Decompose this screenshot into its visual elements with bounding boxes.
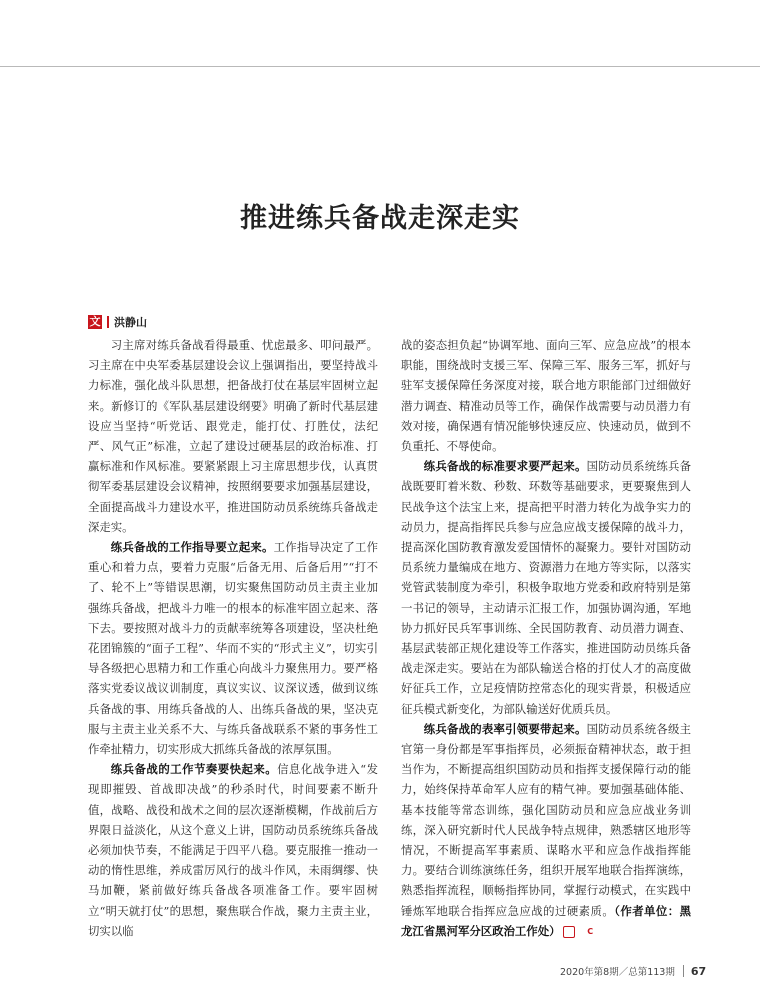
- section-lead: 练兵备战的工作指导要立起来。: [110, 540, 274, 555]
- left-column: [88, 335, 378, 941]
- paragraph-leadership: [401, 719, 691, 941]
- section-lead: 练兵备战的标准要求要严起来。: [423, 459, 587, 474]
- author-affiliation: （作者单位：黑龙江省黑河军分区政治工作处）: [401, 903, 691, 938]
- section-lead: 练兵备战的表率引领要带起来。: [423, 721, 587, 736]
- paragraph-work-guidance: [88, 537, 378, 759]
- section-lead: 练兵备战的工作节奏要快起来。: [110, 762, 278, 777]
- end-mark-icon: C: [563, 926, 575, 938]
- page-footer: [560, 964, 706, 978]
- byline-divider: [107, 316, 109, 328]
- footer-divider: [683, 965, 684, 977]
- byline: [88, 314, 147, 330]
- paragraph-intro: 习主席对练兵备战看得最重、忧虑最多、叩问最严。习主席在中央军委基层建设会议上强调指出，要坚持战斗力标准，强化战斗队思想，把备战打仗在基层牢固树立起来。新修订的《军队基层建设纲要》明确了新时代基层建设应当坚持“听党话、跟党走，能打仗、打胜仗，法纪严、风气正”标准，立起了建设过硬基层的政治标准、打赢标准和作风标准。要紧紧跟上习主席思想步伐，认真贯彻军委基层建设会议精神，按照纲要要求加强基层建设，全面提高战斗力建设水平，推进国防动员系统练兵备战走深走实。: [88, 338, 378, 534]
- issue-info: 2020年第8期／总第113期: [560, 967, 675, 978]
- article-title: 推进练兵备战走深走实: [240, 203, 520, 234]
- page-number: 67: [690, 964, 707, 978]
- paragraph-standards: [401, 456, 691, 719]
- paragraph-text: 工作指导决定了工作重心和着力点，要着力克服“后备无用、后备后用”“打不了、轮不上”等错误思潮，切实聚焦国防动员主责主业加强练兵备战，把战斗力唯一的根本的标准牢固立起来、落下去。要按照对战斗力的贡献率统筹各项建设，坚决杜绝花团锦簇的“面子工程”、华而不实的“形式主义”，切实引导各级把心思精力和工作重心向战斗力聚焦用力。要严格落实党委议战议训制度，真议实议、议深议透，做到议练兵备战的事、用练兵备战的人、出练兵备战的果，坚决克服与主责主业关系不大、与练兵备战联系不紧的事务性工作牵扯精力，切实形成大抓练兵备战的浓厚氛围。: [88, 540, 378, 757]
- paragraph-text: 国防动员系统练兵备战既要盯着米数、秒数、环数等基础要求，更要聚焦到人民战争这个法宝上来，提高把平时潜力转化为战争实力的动员力，提高指挥民兵参与应急应战支援保障的战斗力，提高深化国防教育激发爱国情怀的凝聚力。要针对国防动员系统力量编成在地方、资源潜力在地方等实际，以落实党管武装制度为牵引，积极争取地方党委和政府特别是第一书记的领导，主动请示汇报工作，加强协调沟通，军地协力抓好民兵军事训练、全民国防教育、动员潜力调查、基层武装部正规化建设等工作落实，推进国防动员练兵备战走深走实。要站在为部队输送合格的打仗人才的高度做好征兵工作，立足疫情防控常态化的现实背景，积极适应征兵模式新变化，为部队输送好优质兵员。: [401, 459, 691, 716]
- right-column: [401, 335, 691, 941]
- author-name: 洪静山: [114, 316, 147, 329]
- paragraph-work-pace: [88, 759, 378, 941]
- header-rule: [0, 66, 760, 67]
- paragraph-text: 信息化战争进入“发现即摧毁、首战即决战”的秒杀时代，时间要素不断升值，战略、战役和战术之间的层次逐渐模糊，作战前后方界限日益淡化，从这个意义上讲，国防动员系统练兵备战必须加快节奏，不能满足于四平八稳。要克服推一推动一动的惰性思维，养成雷厉风行的战斗作风，未雨绸缪、快马加鞭，紧前做好练兵备战各项准备工作。要牢固树立“明天就打仗”的思想，聚焦联合作战，聚力主责主业，切实以临: [88, 762, 378, 938]
- byline-label: 文: [89, 315, 101, 328]
- paragraph-continued: 战的姿态担负起“协调军地、面向三军、应急应战”的根本职能，围绕战时支援三军、保障三军、服务三军，抓好与驻军支援保障任务深度对接，联合地方职能部门过细做好潜力调查、精准动员等工作，确保作战需要与动员潜力有效对接，确保遇有情况能够快速反应、快速动员，做到不负重托、不辱使命。: [401, 338, 691, 454]
- paragraph-text: 国防动员系统各级主官第一身份都是军事指挥员，必须振奋精神状态，敢于担当作为，不断提高组织国防动员和指挥支援保障行动的能力，始终保持革命军人应有的精气神。要加强基础体能、基本技能等常态训练，强化国防动员和应急应战业务训练，深入研究新时代人民战争特点规律，熟悉辖区地形等情况，不断提高军事素质、谋略水平和应急作战指挥能力。要结合训练演练任务，组织开展军地联合指挥演练，熟悉指挥流程，顺畅指挥协同，掌握行动模式，在实践中锤炼军地联合指挥应急应战的过硬素质。: [401, 721, 691, 918]
